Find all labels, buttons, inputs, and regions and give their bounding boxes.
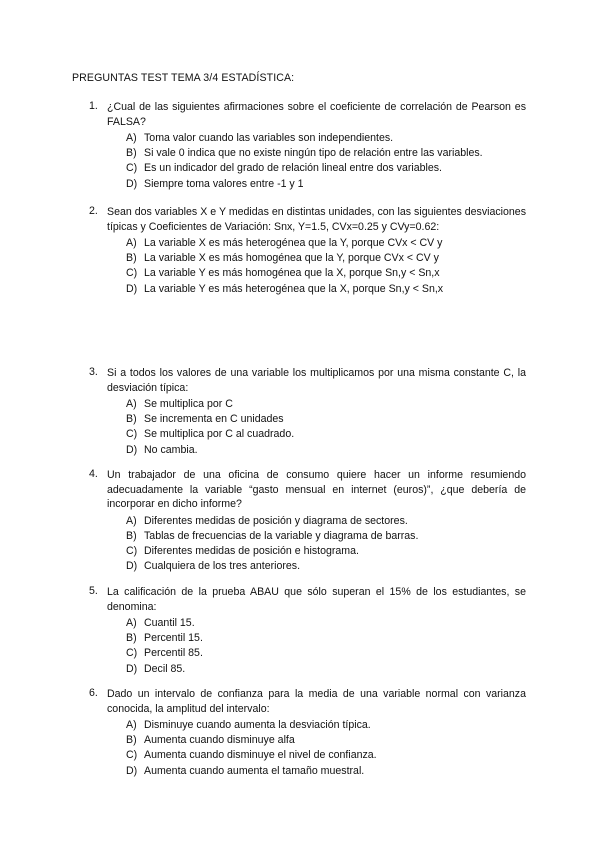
option-text: Cualquiera de los tres anteriores. xyxy=(144,560,301,573)
option-letter: B) xyxy=(126,252,137,265)
option-c xyxy=(126,646,526,661)
option-b xyxy=(126,412,526,427)
question-1 xyxy=(89,100,526,192)
option-d xyxy=(126,282,526,297)
option-letter: D) xyxy=(126,177,138,190)
option-b xyxy=(126,251,526,266)
option-letter: A) xyxy=(126,514,137,527)
option-c xyxy=(126,544,526,559)
option-letter: A) xyxy=(126,719,137,731)
document-title: PREGUNTAS TEST TEMA 3/4 ESTADÍSTICA: xyxy=(72,72,295,84)
question-2 xyxy=(89,205,526,297)
question-number: 1. xyxy=(89,100,98,112)
option-letter: A) xyxy=(126,617,137,629)
options-list xyxy=(126,718,526,779)
question-text: Si a todos los valores de una variable los multiplicamos por una misma constante C, la desviación típica: xyxy=(107,367,526,394)
option-text: Se multiplica por C al cuadrado. xyxy=(144,428,295,441)
option-letter: C) xyxy=(126,162,138,175)
option-text: Aumenta cuando aumenta el tamaño muestral. xyxy=(144,764,365,777)
option-text: Percentil 85. xyxy=(144,647,203,660)
question-text: ¿Cual de las siguientes afirmaciones sobre el coeficiente de correlación de Pearson es FALSA? xyxy=(107,101,526,128)
option-c xyxy=(126,748,526,763)
question-5 xyxy=(89,585,526,677)
option-letter: D) xyxy=(126,560,138,573)
option-text: Si vale 0 indica que no existe ningún tipo de relación entre las variables. xyxy=(144,147,483,160)
option-letter: B) xyxy=(126,632,137,645)
option-letter: C) xyxy=(126,749,138,762)
options-list xyxy=(126,131,526,192)
option-text: Toma valor cuando las variables son independientes. xyxy=(144,132,394,144)
option-letter: D) xyxy=(126,443,138,456)
option-text: Es un indicador del grado de relación lineal entre dos variables. xyxy=(144,162,442,175)
question-number: 2. xyxy=(89,205,98,217)
option-b xyxy=(126,146,526,161)
option-text: La variable Y es más heterogénea que la X, porque Sn,y < Sn,x xyxy=(144,282,444,295)
option-b xyxy=(126,631,526,646)
option-text: La variable X es más homogénea que la Y, porque CVx < CV y xyxy=(144,252,439,265)
option-letter: A) xyxy=(126,398,137,410)
option-text: Se incrementa en C unidades xyxy=(144,413,284,426)
option-text: Cuantil 15. xyxy=(144,617,195,629)
question-6 xyxy=(89,687,526,779)
option-d xyxy=(126,764,526,779)
option-a xyxy=(126,718,526,733)
option-d xyxy=(126,662,526,677)
question-4 xyxy=(89,468,526,574)
option-text: Aumenta cuando disminuye el nivel de confianza. xyxy=(144,749,377,762)
option-text: Diferentes medidas de posición e histograma. xyxy=(144,544,359,557)
option-letter: B) xyxy=(126,147,137,160)
option-letter: A) xyxy=(126,132,137,144)
option-letter: D) xyxy=(126,662,138,675)
option-a xyxy=(126,514,526,529)
options-list xyxy=(126,236,526,297)
option-a xyxy=(126,236,526,251)
option-text: No cambia. xyxy=(144,443,198,456)
options-list xyxy=(126,616,526,677)
option-d xyxy=(126,443,526,458)
option-letter: C) xyxy=(126,428,138,441)
question-text: Dado un intervalo de confianza para la media de una variable normal con varianza conocida, la amplitud del intervalo: xyxy=(107,688,526,715)
option-text: Aumenta cuando disminuye alfa xyxy=(144,734,295,747)
question-text: Un trabajador de una oficina de consumo quiere hacer un informe resumiendo adecuadamente la variable “gasto mensual en internet (euros)”, ¿que debería de incorporar en dicho informe? xyxy=(107,469,526,510)
option-text: Percentil 15. xyxy=(144,632,203,645)
option-text: La variable X es más heterogénea que la Y, porque CVx < CV y xyxy=(144,237,443,249)
question-number: 6. xyxy=(89,687,98,699)
option-text: Diferentes medidas de posición y diagrama de sectores. xyxy=(144,514,408,527)
option-text: Tablas de frecuencias de la variable y diagrama de barras. xyxy=(144,529,419,542)
option-a xyxy=(126,616,526,631)
option-letter: B) xyxy=(126,734,137,747)
option-letter: C) xyxy=(126,647,138,660)
option-a xyxy=(126,397,526,412)
question-number: 3. xyxy=(89,366,98,378)
option-b xyxy=(126,529,526,544)
option-d xyxy=(126,177,526,192)
option-letter: A) xyxy=(126,237,137,249)
option-text: Se multiplica por C xyxy=(144,398,233,410)
option-letter: C) xyxy=(126,267,138,280)
option-c xyxy=(126,266,526,281)
option-b xyxy=(126,733,526,748)
question-number: 5. xyxy=(89,585,98,597)
question-3 xyxy=(89,366,526,458)
question-text: Sean dos variables X e Y medidas en distintas unidades, con las siguientes desviaciones típicas y Coeficientes de Variación: Snx, Y=1.5, CVx=0.25 y CVy=0.62: xyxy=(107,206,526,233)
option-letter: B) xyxy=(126,413,137,426)
option-a xyxy=(126,131,526,146)
option-text: Decil 85. xyxy=(144,662,186,675)
option-c xyxy=(126,427,526,442)
options-list xyxy=(126,514,526,575)
option-text: Disminuye cuando aumenta la desviación típica. xyxy=(144,719,371,731)
option-text: Siempre toma valores entre -1 y 1 xyxy=(144,177,304,190)
option-d xyxy=(126,559,526,574)
option-c xyxy=(126,161,526,176)
option-letter: D) xyxy=(126,764,138,777)
options-list xyxy=(126,397,526,458)
question-number: 4. xyxy=(89,468,98,480)
option-text: La variable Y es más homogénea que la X, porque Sn,y < Sn,x xyxy=(144,267,440,280)
option-letter: B) xyxy=(126,529,137,542)
option-letter: D) xyxy=(126,282,138,295)
question-text: La calificación de la prueba ABAU que sólo superan el 15% de los estudiantes, se denomina: xyxy=(107,586,526,613)
option-letter: C) xyxy=(126,544,138,557)
